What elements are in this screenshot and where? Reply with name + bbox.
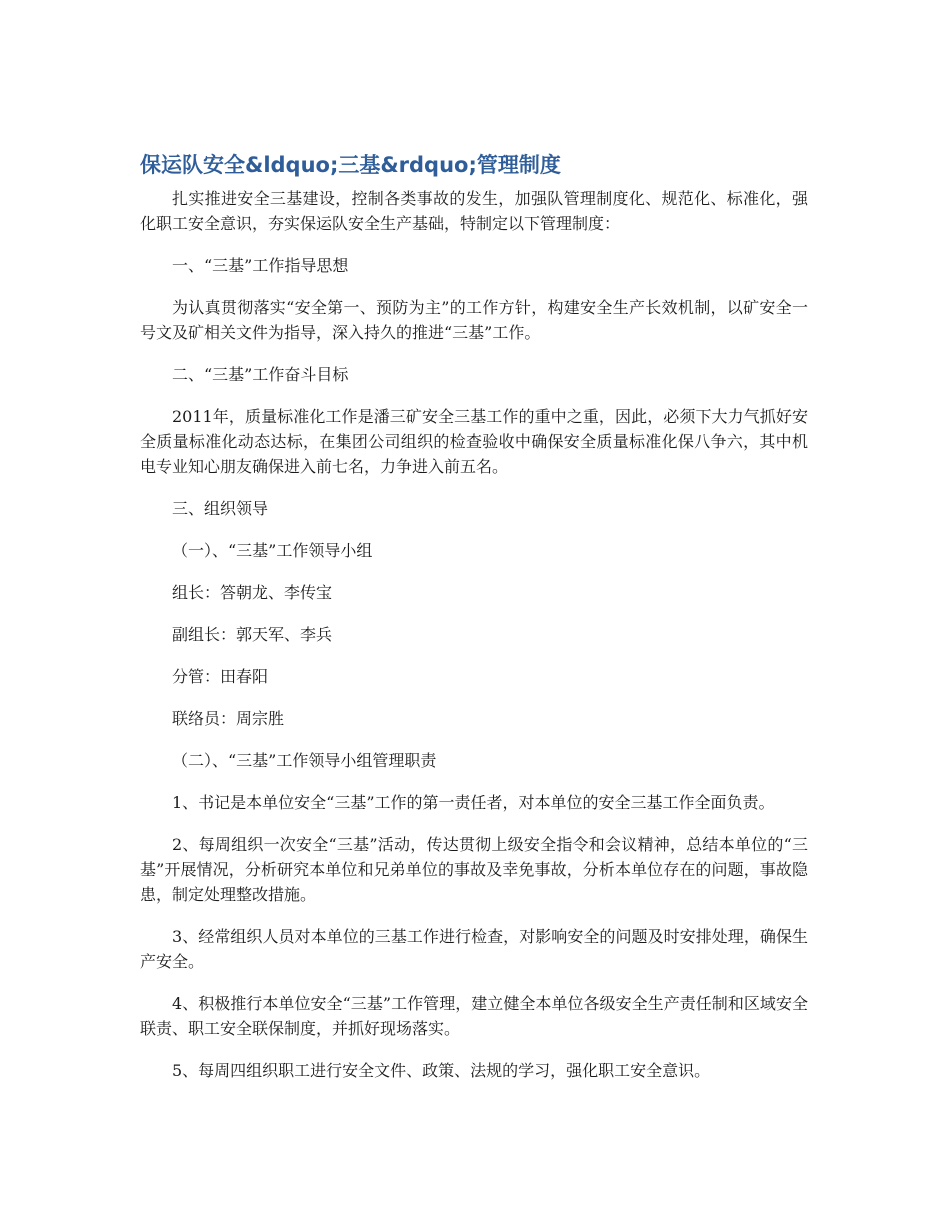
deputy-leader-line: 副组长：郭天军、李兵	[172, 625, 333, 644]
supervisor-line: 分管：田春阳	[172, 667, 269, 686]
heading-section-3: 三、组织领导	[172, 499, 269, 518]
responsibility-item-5: 5、每周四组织职工进行安全文件、政策、法规的学习，强化职工安全意识。	[172, 1061, 711, 1080]
paragraph-section-1: 为认真贯彻落实“安全第一、预防为主”的工作方针，构建安全生产长效机制，以矿安全一号文及矿相关文件为指导，深入持久的推进“三基”工作。	[140, 298, 808, 342]
heading-section-1: 一、“三基”工作指导思想	[172, 256, 349, 275]
document-page	[140, 150, 808, 1100]
subheading-responsibilities: （二）、“三基”工作领导小组管理职责	[172, 751, 437, 770]
responsibility-item-2: 2、每周组织一次安全“三基”活动，传达贯彻上级安全指令和会议精神，总结本单位的“三基”开展情况，分析研究本单位和兄弟单位的事故及幸免事故，分析本单位存在的问题，事故隐患，制定处理整改措施。	[140, 835, 808, 904]
paragraph-section-2: 2011年，质量标准化工作是潘三矿安全三基工作的重中之重，因此，必须下大力气抓好安全质量标准化动态达标，在集团公司组织的检查验收中确保安全质量标准化保八争六，其中机电专业知心朋友确保进入前七名，力争进入前五名。	[140, 407, 808, 476]
liaison-line: 联络员：周宗胜	[172, 709, 285, 728]
document-title: 保运队安全&ldquo;三基&rdquo;管理制度	[140, 153, 561, 177]
heading-section-2: 二、“三基”工作奋斗目标	[172, 365, 349, 384]
subheading-leadership-group: （一）、“三基”工作领导小组	[172, 541, 373, 560]
paragraph-intro: 扎实推进安全三基建设，控制各类事故的发生，加强队管理制度化、规范化、标准化，强化职工安全意识，夯实保运队安全生产基础，特制定以下管理制度：	[140, 189, 808, 233]
responsibility-item-3: 3、经常组织人员对本单位的三基工作进行检查，对影响安全的问题及时安排处理，确保生产安全。	[140, 927, 808, 971]
leader-line: 组长：答朝龙、李传宝	[172, 583, 333, 602]
responsibility-item-1: 1、书记是本单位安全“三基”工作的第一责任者，对本单位的安全三基工作全面负责。	[172, 793, 775, 812]
responsibility-item-4: 4、积极推行本单位安全“三基”工作管理，建立健全本单位各级安全生产责任制和区域安全联责、职工安全联保制度，并抓好现场落实。	[140, 994, 808, 1038]
